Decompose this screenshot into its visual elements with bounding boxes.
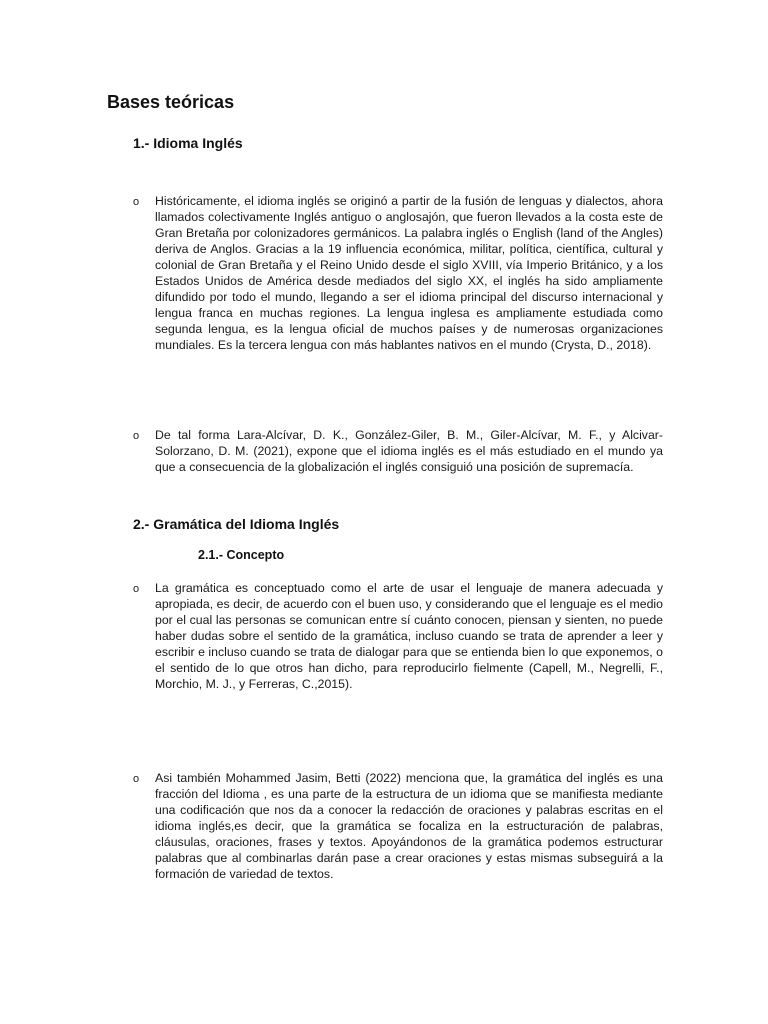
list-item [133, 427, 663, 475]
bullet-icon: o [133, 773, 140, 785]
bullet-icon: o [133, 196, 140, 208]
paragraph: La gramática es conceptuado como el arte de usar el lenguaje de manera adecuada y apropiada, es decir, de acuerdo con el buen uso, y considerando que el lenguaje es el medio por el cual las personas se comunican entre sí cuánto conocen, piensan y sienten, no puede haber dudas sobre el sentido de la gramática, incluso cuando se trata de aprender a leer y escribir e incluso cuando se trata de dialogar para que se entienda bien lo que exponemos, o el sentido de lo que otros han dicho, para reproducirlo fielmente (Capell, M., Negrelli, F., Morchio, M. J., y Ferreras, C.,2015). [155, 581, 663, 691]
list-item [133, 770, 663, 882]
section-heading-idioma-ingles: 1.- Idioma Inglés [133, 135, 243, 151]
list-item [133, 580, 663, 692]
section-heading-gramatica: 2.- Gramática del Idioma Inglés [133, 516, 340, 532]
paragraph: Históricamente, el idioma inglés se originó a partir de la fusión de lenguas y dialectos, ahora llamados colectivamente Inglés antiguo o anglosajón, que fueron llevados a la costa este de Gran Bretaña por colonizadores germánicos. La palabra inglés o English (land of the Angles) deriva de Anglos. Gracias a la 19 influencia económica, militar, política, científica, cultural y colonial de Gran Bretaña y el Reino Unido desde el siglo XVIII, vía Imperio Británico, y a los Estados Unidos de América desde mediados del siglo XX, el inglés ha sido ampliamente difundido por todo el mundo, llegando a ser el idioma principal del discurso internacional y lengua franca en muchas regiones. La lengua inglesa es ampliamente estudiada como segunda lengua, es la lengua oficial de muchos países y de numerosas organizaciones mundiales. Es la tercera lengua con más hablantes nativos en el mundo (Crysta, D., 2018). [155, 194, 663, 352]
paragraph: De tal forma Lara-Alcívar, D. K., González-Giler, B. M., Giler-Alcívar, M. F., y Alcivar- Solorzano, D. M. (2021), expone que el idioma inglés es el más estudiado en el mundo ya que a consecuencia de la globalización el inglés consiguió una posición de supremacía. [155, 428, 663, 474]
paragraph: Asi también Mohammed Jasim, Betti (2022) menciona que, la gramática del inglés es una fracción del Idioma , es una parte de la estructura de un idioma que se manifiesta mediante una codificación que nos da a conocer la redacción de oraciones y palabras escritas en el idioma inglés,es decir, que la gramática se focaliza en la estructuración de palabras, cláusulas, oraciones, frases y textos. Apoyándonos de la gramática podemos estructurar palabras que al combinarlas darán pase a crear oraciones y estas mismas subseguirá a la formación de variedad de textos. [155, 771, 663, 881]
list-item [133, 193, 663, 353]
subsection-heading-concepto: 2.1.- Concepto [198, 548, 285, 562]
bullet-icon: o [133, 583, 140, 595]
bullet-icon: o [133, 430, 140, 442]
page-title: Bases teóricas [107, 92, 235, 112]
